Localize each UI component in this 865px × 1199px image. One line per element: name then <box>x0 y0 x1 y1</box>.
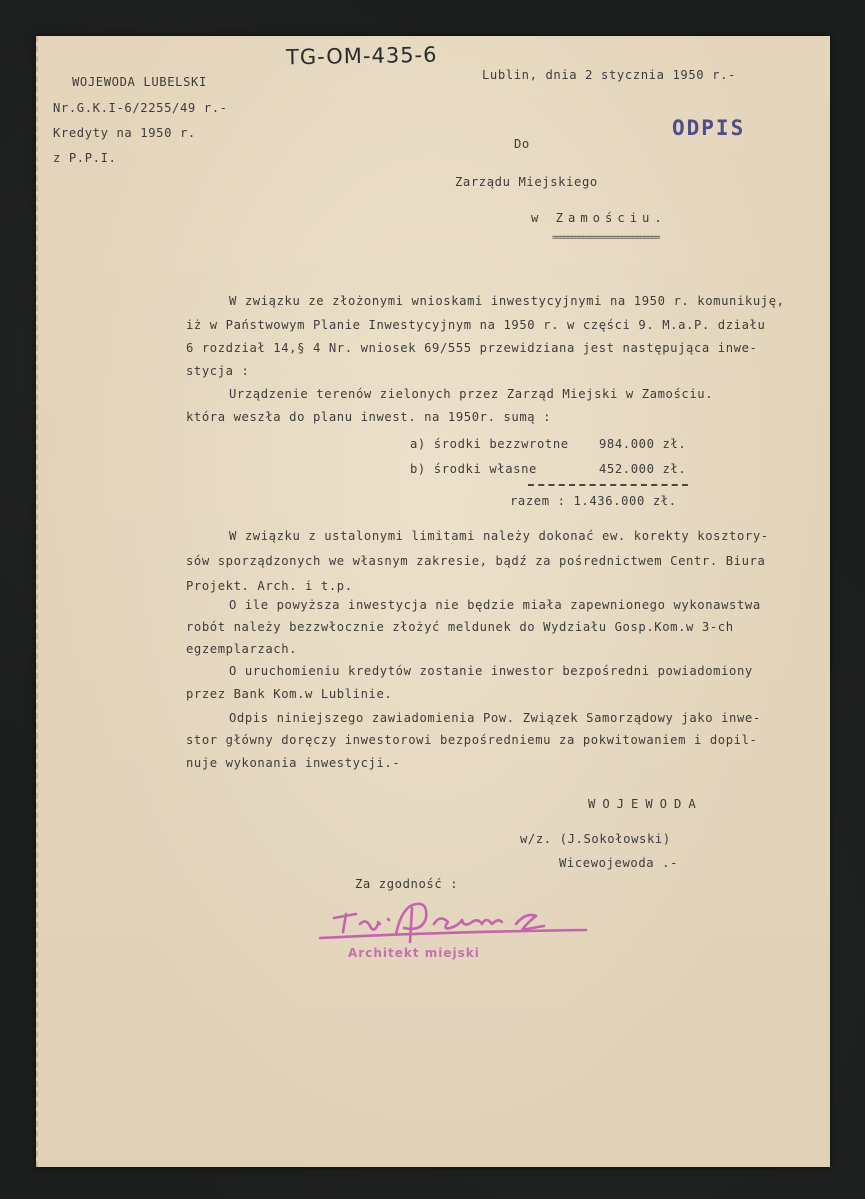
body-line: iż w Państwowym Planie Inwestycyjnym na 1950 r. w części 9. M.a.P. działu <box>186 318 766 332</box>
recipient-underline: ============================ <box>552 233 659 243</box>
item-b-value: 452.000 zł. <box>599 462 687 476</box>
body-line: O uruchomieniu kredytów zostanie inwestor bezpośredni powiadomiony <box>229 664 753 678</box>
signature-title: WOJEWODA <box>588 797 703 811</box>
body-line: sów sporządzonych we własnym zakresie, bądź za pośrednictwem Centr. Biura <box>186 554 766 568</box>
recipient-line-1: Zarządu Miejskiego <box>455 175 598 189</box>
body-line: 6 rozdział 14,§ 4 Nr. wniosek 69/555 przewidziana jest następująca inwe- <box>186 341 758 355</box>
sender-line: WOJEWODA LUBELSKI <box>72 75 207 89</box>
place-date: Lublin, dnia 2 stycznia 1950 r.- <box>482 68 736 82</box>
item-a-value: 984.000 zł. <box>599 437 687 451</box>
body-line: przez Bank Kom.w Lublinie. <box>186 687 393 701</box>
reference-number: Nr.G.K.I-6/2255/49 r.- <box>53 101 228 115</box>
body-line: egzemplarzach. <box>186 642 298 656</box>
sum-divider <box>528 484 688 486</box>
total-sum: razem : 1.436.000 zł. <box>510 494 677 508</box>
body-line: Urządzenie terenów zielonych przez Zarząd Miejski w Zamościu. <box>229 387 714 401</box>
body-line: W związku ze złożonymi wnioskami inwestycyjnymi na 1950 r. komunikuję, <box>229 294 785 308</box>
architect-stamp: Architekt miejski <box>348 946 480 960</box>
item-a-label: a) środki bezzwrotne <box>410 437 569 451</box>
body-line: stycja : <box>186 364 250 378</box>
body-line: robót należy bezzwłocznie złożyć meldunek do Wydziału Gosp.Kom.w 3-ch <box>186 620 734 634</box>
odpis-stamp: ODPIS <box>672 116 746 140</box>
body-line: stor główny doręczy inwestorowi bezpośredniemu za pokwitowaniem i dopil- <box>186 733 758 747</box>
item-b-label: b) środki własne <box>410 462 537 476</box>
subject-line-1: Kredyty na 1950 r. <box>53 126 196 140</box>
body-line: W związku z ustalonymi limitami należy dokonać ew. korekty kosztory- <box>229 529 769 543</box>
handwritten-reference: TG-OM-435-6 <box>285 42 438 70</box>
recipient-line-2: w Zamościu. <box>531 211 667 225</box>
page-edge-mark <box>36 36 42 1167</box>
body-line: która weszła do planu inwest. na 1950r. sumą : <box>186 410 552 424</box>
subject-line-2: z P.P.I. <box>53 151 117 165</box>
document-page <box>36 36 830 1167</box>
certification-label: Za zgodność : <box>355 877 459 891</box>
body-line: O ile powyższa inwestycja nie będzie miała zapewnionego wykonawstwa <box>229 598 761 612</box>
body-line: Odpis niniejszego zawiadomienia Pow. Związek Samorządowy jako inwe- <box>229 711 761 725</box>
body-line: Projekt. Arch. i t.p. <box>186 579 353 593</box>
signature-by: w/z. (J.Sokołowski) <box>520 832 671 846</box>
body-line: nuje wykonania inwestycji.- <box>186 756 401 770</box>
signature-role: Wicewojewoda .- <box>559 856 679 870</box>
recipient-do: Do <box>514 137 530 151</box>
